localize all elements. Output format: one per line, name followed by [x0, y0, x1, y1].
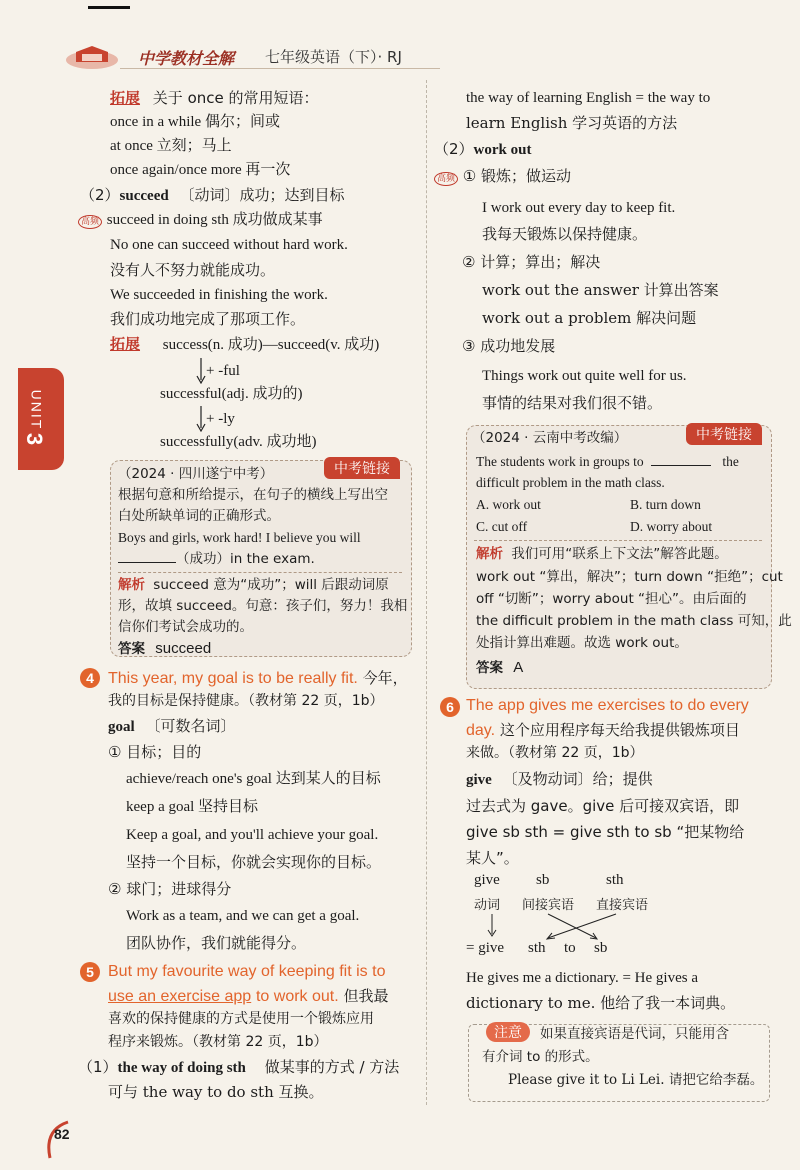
succeed-word: succeed: [119, 188, 169, 204]
workout-phrase: work out: [473, 142, 532, 158]
suffix-ful: + -ful: [206, 363, 240, 379]
column-divider: [426, 80, 428, 1105]
workout-s3-cn: 事情的结果对我们很不错。: [482, 394, 663, 412]
exam2-jiexi-3: off “切断”；worry about “担心”。由后面的: [476, 591, 747, 607]
item4-cn1: 今年，: [362, 669, 408, 687]
right-top2: learn English 学习英语的方法: [466, 114, 678, 132]
item4-line1: [108, 666, 408, 691]
double-object-diagram: [466, 872, 686, 964]
succeed-ex1-cn: 没有人不努力就能成功。: [110, 261, 276, 279]
goal-def: 〔可数名词〕: [145, 717, 236, 735]
arrow-down-icon: [196, 406, 206, 432]
goal-s1-l4: 坚持一个目标，你就会实现你的目标。: [126, 853, 382, 871]
give-def: 〔及物动词〕给；提供: [502, 770, 653, 788]
exam1-jiexi-2: 形，故填 succeed。句意：孩子们，努力！我相: [118, 598, 408, 614]
exam2-q1b: the: [722, 454, 739, 469]
page-number: 82: [54, 1126, 70, 1142]
goal-s2-l2: 团队协作，我们就能得分。: [126, 934, 307, 952]
jiexi2-text-1: 我们可用“联系上下文法”解答此题。: [511, 546, 728, 562]
diag-to: to: [564, 940, 576, 956]
diag-sb: sb: [536, 872, 550, 888]
succeed-phrase-text: succeed in doing sth 成功做成某事: [106, 212, 323, 228]
exam2-optA: A. work out: [476, 497, 541, 512]
jiexi-text-1: succeed 意为“成功”；will 后跟动词原: [153, 577, 389, 593]
item5-line3: 喜欢的保持健康的方式是使用一个锻炼应用: [108, 1011, 374, 1027]
item4-sentence: This year, my goal is to be really fit.: [108, 670, 358, 687]
diag-label-indirect: 间接宾语: [522, 898, 575, 913]
diag-sth2: sth: [528, 940, 546, 956]
diag-sth: sth: [606, 872, 624, 888]
blank-line: [118, 548, 176, 563]
exam1-q2-text: （成功）in the exam.: [176, 551, 315, 567]
right-top1: the way of learning English = the way to: [466, 90, 711, 106]
workout-sense1-row: [434, 164, 571, 188]
exam2-source: （2024 · 云南中考改编）: [472, 430, 628, 446]
way-phrase: the way of doing sth: [117, 1060, 246, 1076]
item6-line1: The app gives me exercises to do every: [466, 697, 749, 714]
succeed-def: 〔动词〕成功；达到目标: [179, 186, 345, 204]
goal-s1-l2: keep a goal 坚持目标: [126, 799, 259, 815]
answer-value: succeed: [155, 640, 212, 657]
diag-sb2: sb: [594, 940, 608, 956]
workout-s2-l1: work out the answer 计算出答案: [482, 281, 719, 299]
gaopin-badge-2: 高频: [434, 172, 458, 186]
suffix-ly: + -ly: [206, 411, 235, 427]
exam2-q1: [476, 451, 739, 472]
gaopin-badge: 高频: [78, 215, 102, 229]
header: [60, 40, 440, 74]
goal-s1-l1: achieve/reach one's goal 达到某人的目标: [126, 771, 381, 787]
goal-sense2: ② 球门；进球得分: [108, 880, 232, 898]
item5-underlined: use an exercise app: [108, 988, 252, 1005]
diag-eq-give: = give: [466, 940, 505, 956]
answer-label: 答案: [118, 641, 145, 657]
goal-s2-l1: Work as a team, and we can get a goal.: [126, 908, 360, 924]
item5-line1: But my favourite way of keeping fit is to: [108, 963, 386, 980]
jiexi-label: 解析: [118, 577, 145, 593]
arrow-down-icon: [196, 358, 206, 384]
exam1-q1: Boys and girls, work hard! I believe you will: [118, 530, 361, 545]
unit-number: 3: [22, 432, 48, 446]
item5-line4: 程序来锻炼。（教材第 22 页，1b）: [108, 1034, 328, 1050]
book-title: 中学教材全解: [138, 49, 235, 68]
item6-line2b: 这个应用程序每天给我提供锻炼项目: [499, 721, 740, 739]
exam2-optB: B. turn down: [630, 497, 701, 512]
note-line2: 有介词 to 的形式。: [482, 1049, 599, 1065]
unit-label: UNIT: [28, 389, 45, 431]
note-line1: 如果直接宾语是代词，只能用含: [540, 1026, 729, 1042]
exam1-answer: [118, 638, 211, 660]
workout-s1-cn: 我每天锻炼以保持健康。: [482, 225, 648, 243]
way-line2: 可与 the way to do sth 互换。: [108, 1083, 324, 1101]
workout-sense1: ① 锻炼；做运动: [462, 167, 572, 185]
succeed-ex2-cn: 我们成功地完成了那项工作。: [110, 310, 306, 328]
succeed-phrase: [78, 207, 323, 232]
tuozhan-intro: 关于 once 的常用短语：: [152, 89, 319, 107]
workout-s3-en: Things work out quite well for us.: [482, 368, 687, 384]
goal-word: goal: [108, 719, 135, 735]
give-p3: 某人”。: [466, 849, 519, 867]
word-family-3: successfully(adv. 成功地): [160, 434, 317, 450]
exam2-divider: [474, 540, 762, 541]
exam1-jiexi-3: 信你们考试会成功的。: [118, 619, 253, 635]
answer-label-2: 答案: [476, 660, 503, 676]
tuozhan1-head: [110, 86, 319, 110]
item-number-6: 6: [440, 697, 460, 717]
give-ex1: He gives me a dictionary. = He gives a: [466, 970, 698, 986]
jiexi-label-2: 解析: [476, 546, 503, 562]
note-label: 注意: [486, 1022, 530, 1042]
succeed-ex2-en: We succeeded in finishing the work.: [110, 287, 328, 303]
workout-sense3: ③ 成功地发展: [462, 337, 556, 355]
goal-s1-l3: Keep a goal, and you'll achieve your goal.: [126, 827, 379, 843]
way-num: （1）: [78, 1058, 118, 1076]
diag-label-direct: 直接宾语: [596, 898, 649, 913]
succeed-entry: [80, 183, 345, 208]
workout-s2-l2: work out a problem 解决问题: [482, 309, 697, 327]
item5-line2: [108, 984, 388, 1009]
exam2-optD: D. worry about: [630, 519, 713, 534]
exam1-divider: [118, 572, 402, 573]
give-p2: give sb sth = give sth to sb “把某物给: [466, 823, 745, 841]
exam-link-tab-1: 中考链接: [324, 457, 400, 479]
exam1-jiexi-1: [118, 575, 389, 596]
item5-line2b: to work out.: [255, 988, 339, 1005]
exam2-optC: C. cut off: [476, 519, 528, 534]
give-word: give: [466, 772, 492, 788]
goal-entry: [108, 714, 235, 739]
item-number-5: 5: [80, 962, 100, 982]
item6-line3: 来做。（教材第 22 页，1b）: [466, 745, 644, 761]
item6-line2: [466, 718, 740, 743]
word-family-1: success(n. 成功)—succeed(v. 成功): [162, 337, 380, 353]
exam2-jiexi-2: work out “算出，解决”；turn down “拒绝”；cut: [476, 569, 783, 585]
give-p1: 过去式为 gave。give 后可接双宾语，即: [466, 797, 740, 815]
answer-value-2: A: [513, 659, 524, 676]
item5-line2c: 但我最: [343, 987, 389, 1005]
exam2-jiexi-1: [476, 544, 728, 565]
workout-num: （2）: [434, 140, 474, 158]
item6-line2a: day.: [466, 722, 496, 739]
item-number-4: 4: [80, 668, 100, 688]
succeed-num: （2）: [80, 186, 120, 204]
exam2-jiexi-4: the difficult problem in the math class 可知，此: [476, 613, 792, 629]
workout-s1-en: I work out every day to keep fit.: [482, 200, 676, 216]
diag-give: give: [474, 872, 500, 888]
diag-label-verb: 动词: [474, 898, 501, 913]
goal-sense1: ① 目标；目的: [108, 743, 202, 761]
way-def: 做某事的方式 / 方法: [264, 1058, 400, 1076]
exam2-jiexi-5: 处指计算出难题。故选 work out。: [476, 635, 688, 651]
word-family-2: successful(adj. 成功的): [160, 386, 303, 402]
once-phrase-2: at once 立刻；马上: [110, 138, 232, 154]
note-line3: Please give it to Li Lei. 请把它给李磊。: [508, 1072, 764, 1088]
tuozhan-tag: 拓展: [110, 89, 141, 107]
exam1-q2: [118, 548, 315, 570]
header-underline: [120, 68, 440, 69]
give-entry: [466, 767, 653, 792]
book-subtitle: 七年级英语（下）· RJ: [265, 48, 402, 66]
exam-link-tab-2: 中考链接: [686, 423, 762, 445]
workout-sense2: ② 计算；算出；解决: [462, 253, 601, 271]
unit-tab-label: [22, 380, 52, 460]
top-rule: [88, 6, 130, 9]
blank-line-2: [651, 451, 711, 466]
exam1-instr1: 根据句意和所给提示，在句子的横线上写出空: [118, 487, 388, 503]
once-phrase-1: once in a while 偶尔；间或: [110, 114, 280, 130]
tuozhan2-tag: 拓展: [110, 335, 141, 353]
exam2-answer: [476, 657, 523, 679]
tuozhan2-line1: [110, 332, 379, 357]
exam2-q1-text: The students work in groups to: [476, 454, 644, 469]
way-of-doing-entry: [78, 1055, 399, 1080]
exam1-instr2: 白处所缺单词的正确形式。: [118, 508, 280, 524]
give-ex2: dictionary to me. 他给了我一本词典。: [466, 994, 736, 1012]
once-phrase-3: once again/once more 再一次: [110, 162, 291, 178]
book-logo-icon: [64, 42, 120, 70]
workout-entry: [434, 137, 531, 162]
exam1-source: （2024 · 四川遂宁中考）: [118, 466, 274, 482]
item4-cn2: 我的目标是保持健康。（教材第 22 页，1b）: [108, 693, 384, 709]
succeed-ex1-en: No one can succeed without hard work.: [110, 237, 348, 253]
exam2-q2: difficult problem in the math class.: [476, 475, 665, 490]
